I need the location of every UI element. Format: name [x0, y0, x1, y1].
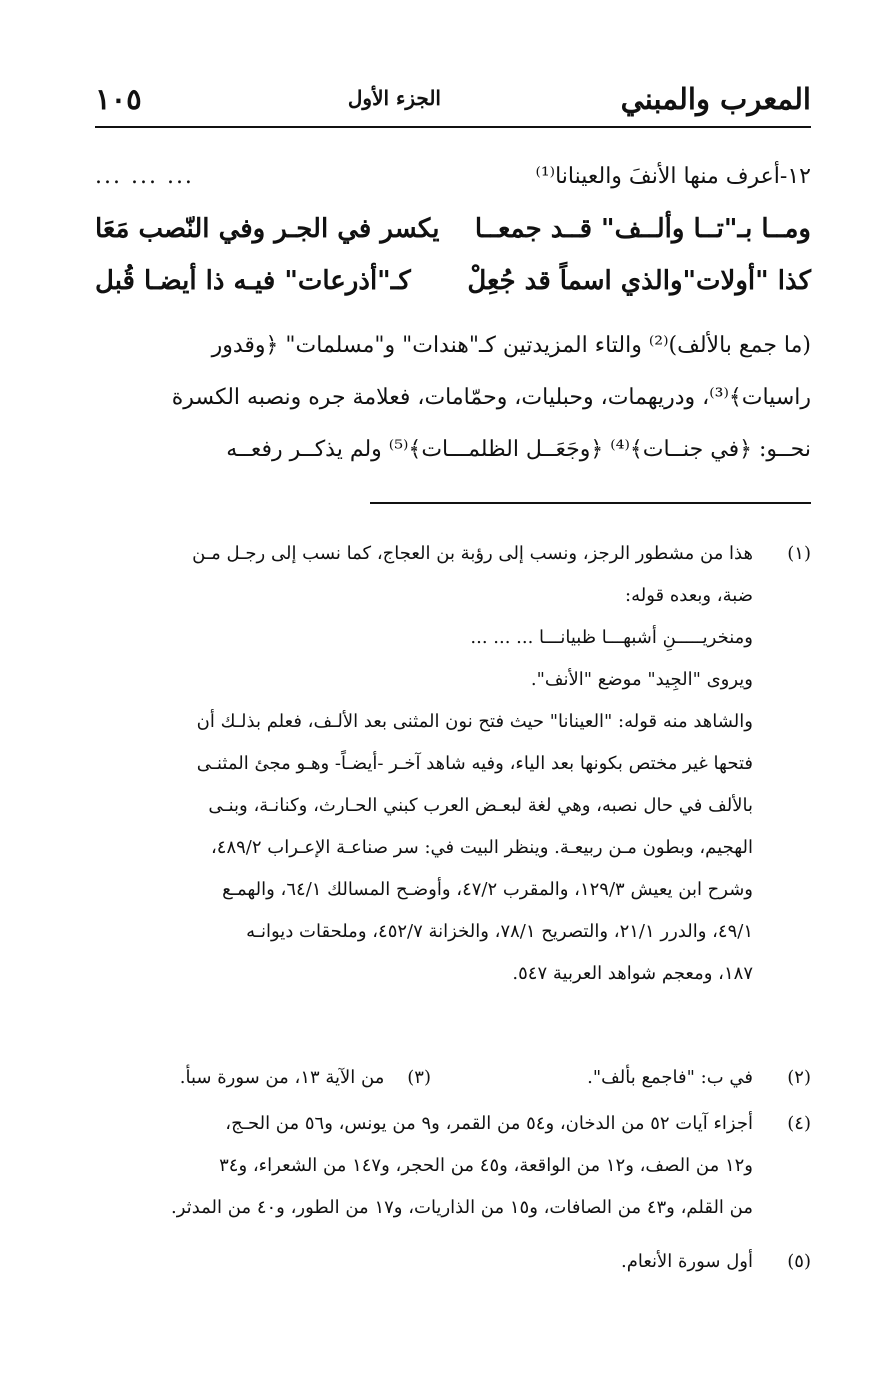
footnote-line: ويروى "الجِيد" موضع "الأنف".	[530, 669, 753, 690]
verse-second-hemistich: ... ... ...	[95, 164, 194, 189]
verse-line-1	[95, 164, 811, 206]
paragraph-line: (ما جمع بالألف)⁽²⁾ والتاء المزيدتين كـ"هندات" و"مسلمات" ﴿وقدور	[211, 333, 811, 358]
footnote-line: أول سورة الأنعام.	[620, 1251, 753, 1272]
footnote-body	[95, 1241, 753, 1283]
footnote-number: (٥)	[787, 1251, 811, 1272]
footnote-text: من الآية ١٣، من سورة سبأ.	[179, 1067, 385, 1088]
footnote-1	[95, 533, 811, 995]
running-header	[95, 82, 811, 122]
footnote-verse-line: ومنخريـــــنِ أشبهـــا ظبيانـــا ... ... ...	[470, 627, 753, 648]
verse-first-hemistich: ١٢-أعرف منها الأنفَ والعينانا⁽¹⁾	[535, 164, 811, 189]
page-number: ١٠٥	[95, 82, 142, 116]
footnote-line: هذا من مشطور الرجز، ونسب إلى رؤبة بن العجاج، كما نسب إلى رجـل مـن	[192, 543, 753, 564]
footnote-number: (٣)	[407, 1067, 431, 1088]
header-rule	[95, 126, 811, 128]
footnote-2-and-3	[95, 1057, 811, 1099]
footnote-5	[95, 1241, 811, 1283]
verse-second-hemistich: يكسر في الجـر وفي النّصب مَعَا	[95, 214, 440, 244]
footnote-number: (٤)	[787, 1113, 811, 1134]
footnote-line: و١٢ من الصف، و١٢ من الواقعة، و٤٥ من الحجر، و١٤٧ من الشعراء، و٣٤	[219, 1155, 753, 1176]
book-title: المعرب والمبني	[620, 82, 811, 116]
verse-line-2	[95, 214, 811, 256]
footnote-separator	[370, 502, 811, 504]
footnote-3	[180, 1057, 431, 1099]
footnote-line: الهجيم، وبطون مـن ربيعـة. وينظر البيت في: سر صناعـة الإعـراب ٤٨٩/٢،	[210, 837, 753, 858]
footnote-line: أجزاء آيات ٥٢ من الدخان، و٥٤ من القمر، و٩ من يونس، و٥٦ من الحـج،	[225, 1113, 753, 1134]
footnote-line: في ب: "فاجمع بألف".	[587, 1067, 753, 1088]
footnote-body	[95, 533, 753, 995]
footnote-line: فتحها غير مختص بكونها بعد الياء، وفيه شاهد آخـر -أيضـاً- وهـو مجئ المثنـى	[196, 753, 753, 774]
verse-second-hemistich: كـ"أذرعات" فيـه ذا أيضـا قُبل	[95, 266, 411, 296]
paragraph-line: نحــو: ﴿في جنــات﴾⁽⁴⁾ ﴿وجَعَــل الظلمـــات﴾⁽⁵⁾ ولم يذكــر رفعــه	[226, 437, 811, 462]
footnote-body	[95, 1103, 753, 1229]
commentary-paragraph	[95, 320, 811, 476]
footnote-line: وشرح ابن يعيش ١٢٩/٣، والمقرب ٤٧/٢، وأوضـح المسالك ٦٤/١، والهمـع	[222, 879, 753, 900]
volume-label: الجزء الأول	[347, 86, 441, 110]
footnote-number: (٢)	[787, 1067, 811, 1088]
footnote-line: ١٨٧، ومعجم شواهد العربية ٥٤٧.	[512, 963, 753, 984]
footnote-line: بالألف في حال نصبه، وهي لغة لبعـض العرب كبني الحـارث، وكنانـة، وبنـى	[208, 795, 753, 816]
footnote-line: والشاهد منه قوله: "العينانا" حيث فتح نون المثنى بعد الألـف، فعلم بذلـك أن	[196, 711, 753, 732]
verse-line-3	[95, 266, 811, 308]
footnote-line: من القلم، و٤٣ من الصافات، و١٥ من الذاريات، و١٧ من الطور، و٤٠ من المدثر.	[171, 1197, 753, 1218]
footnote-number: (١)	[787, 543, 811, 564]
paragraph-line: راسيات﴾⁽³⁾، ودريهمات، وحبليات، وحمّامات، فعلامة جره ونصبه الكسرة	[171, 385, 811, 410]
verse-first-hemistich: ومــا بـ"تــا وألــف" قــد جمعــا	[474, 214, 811, 244]
footnote-line: ضبة، وبعده قوله:	[625, 585, 753, 606]
verse-first-hemistich: كذا "أولات"والذي اسماً قد جُعِلْ	[467, 266, 811, 296]
footnote-4	[95, 1103, 811, 1229]
footnote-line: ٤٩/١، والدرر ٢١/١، والتصريح ٧٨/١، والخزانة ٤٥٢/٧، وملحقات ديوانـه	[246, 921, 753, 942]
